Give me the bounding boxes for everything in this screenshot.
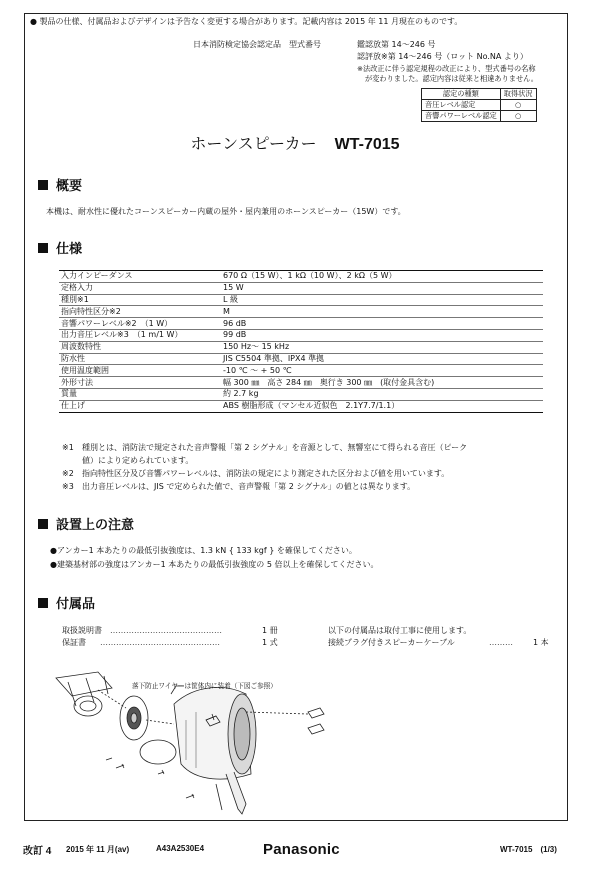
cert-type: 音響パワーレベル認定 [422, 111, 501, 122]
gasket-ring-icon [140, 740, 176, 764]
spec-value: 約 2.7 kg [221, 388, 543, 400]
table-row [59, 365, 543, 377]
footnote: ※1 種別とは、消防法で規定された音声警報「第 2 シグナル」を音源として、無響室にて得られる音圧（ピーク [62, 443, 468, 452]
leader-dots: ……………………………………… [100, 638, 220, 647]
table-row [59, 353, 543, 365]
accessories-heading: 付属品 [38, 597, 95, 613]
accessory-qty: 1 冊 [262, 626, 278, 635]
accessory-name: 取扱説明書 [62, 626, 102, 635]
cert-number-2: 認評放※第 14〜246 号（ロット No.NA より） [357, 52, 528, 61]
bracket-plate-icon [56, 672, 112, 696]
install-note: ●建築基材部の強度はアンカー1 本あたりの最低引抜強度の 5 倍以上を確保してください。 [50, 560, 379, 569]
cert-table-header [422, 89, 537, 100]
disclaimer: ● 製品の仕様、付属品およびデザインは予告なく変更する場合があります。記載内容は 2015 年 11 月現在のものです。 [30, 17, 463, 26]
square-bullet-icon [38, 598, 48, 608]
cert-status: ○ [500, 111, 536, 122]
table-row [59, 400, 543, 412]
spec-value: 670 Ω（15 W）、1 kΩ（10 W）、2 kΩ（5 W） [221, 271, 543, 283]
spec-label: 防水性 [59, 353, 221, 365]
cert-table-row [422, 111, 537, 122]
overview-heading: 概要 [38, 179, 82, 195]
spec-label: 質量 [59, 388, 221, 400]
table-row [59, 294, 543, 306]
cert-note-1: ※法改正に伴う認定規程の改正により、型式番号の名称 [357, 64, 536, 73]
spec-label: 使用温度範囲 [59, 365, 221, 377]
square-bullet-icon [38, 243, 48, 253]
table-row [59, 377, 543, 389]
table-row [59, 388, 543, 400]
spec-value: 99 dB [221, 329, 543, 341]
footnote: ※3 出力音圧レベルは、JIS で定められた値で、音声警報「第 2 シグナル」の値とは異なります。 [62, 482, 416, 491]
spec-label: 外形寸法 [59, 377, 221, 389]
cert-table-row [422, 100, 537, 111]
table-row [59, 306, 543, 318]
spec-label: 音響パワーレベル※2 （1 W） [59, 318, 221, 330]
cert-note-2: が変わりました。認定内容は従来と相違ありません。 [365, 74, 538, 83]
spec-value: ABS 樹脂形成（マンセル近似色 2.1Y7.7/1.1） [221, 400, 543, 412]
install-note: ●アンカー1 本あたりの最低引抜強度は、1.3 kN { 133 kgf } を確保してください。 [50, 546, 357, 555]
cert-header-status: 取得状況 [500, 89, 536, 100]
specs-heading: 仕様 [38, 242, 82, 258]
spec-value: -10 ℃ 〜 + 50 ℃ [221, 365, 543, 377]
spec-label: 入力インピーダンス [59, 271, 221, 283]
table-row [59, 318, 543, 330]
accessory-intro: 以下の付属品は取付工事に使用します。 [328, 626, 472, 635]
spec-label: 周波数特性 [59, 341, 221, 353]
panasonic-logo: Panasonic [263, 841, 340, 858]
cert-type: 音圧レベル認定 [422, 100, 501, 111]
table-row [59, 341, 543, 353]
table-row [59, 271, 543, 283]
page-number: WT-7015 (1/3) [500, 845, 557, 854]
spec-value: 15 W [221, 282, 543, 294]
cert-header-type: 認定の種類 [422, 89, 501, 100]
table-row [59, 329, 543, 341]
mounting-bracket-icon [226, 772, 246, 814]
spec-value: 幅 300 ㎜ 高さ 284 ㎜ 奥行き 300 ㎜ (取付金具含む) [221, 377, 543, 389]
product-name: ホーンスピーカー [190, 134, 317, 153]
install-heading: 設置上の注意 [38, 518, 134, 534]
spec-label: 定格入力 [59, 282, 221, 294]
leader-dots: ……… [489, 638, 513, 647]
cert-status: ○ [500, 100, 536, 111]
spec-label: 指向特性区分※2 [59, 306, 221, 318]
accessory-qty: 1 本 [533, 638, 549, 647]
footnote: 値）により定められています。 [82, 456, 194, 465]
certification-table [421, 88, 537, 122]
spec-value: JIS C5504 準拠、IPX4 準拠 [221, 353, 543, 365]
accessory-name: 保証書 [62, 638, 86, 647]
leader-dots: …………………………………… [110, 626, 222, 635]
spec-label: 仕上げ [59, 400, 221, 412]
page-title [0, 134, 590, 155]
spec-value: 96 dB [221, 318, 543, 330]
spec-value: 150 Hz〜 15 kHz [221, 341, 543, 353]
square-bullet-icon [38, 519, 48, 529]
figure-callout: 落下防止ワイヤーは筐体内に装着（下図ご参照） [132, 682, 277, 690]
overview-text: 本機は、耐水性に優れたコーンスピーカー内蔵の屋外・屋内兼用のホーンスピーカー（15W）です。 [46, 207, 406, 216]
spec-table [59, 270, 543, 413]
accessory-name: 接続プラグ付きスピーカーケーブル [328, 638, 455, 647]
model-number: WT-7015 [334, 136, 400, 153]
cert-org: 日本消防検定協会認定品 型式番号 [193, 40, 321, 49]
square-bullet-icon [38, 180, 48, 190]
spec-label: 出力音圧レベル※3 （1 m/1 W） [59, 329, 221, 341]
accessory-qty: 1 式 [262, 638, 278, 647]
spec-value: L 級 [221, 294, 543, 306]
footnote: ※2 指向特性区分及び音響パワーレベルは、消防法の規定により測定された区分および値を用いています。 [62, 469, 450, 478]
spec-label: 種別※1 [59, 294, 221, 306]
spec-value: M [221, 306, 543, 318]
cert-number-1: 鑑認放第 14〜246 号 [357, 40, 436, 49]
table-row [59, 282, 543, 294]
revision-date: 2015 年 11 月(av) [66, 845, 130, 854]
document-code: A43A2530E4 [156, 844, 205, 853]
revision-label: 改訂 4 [23, 846, 52, 857]
